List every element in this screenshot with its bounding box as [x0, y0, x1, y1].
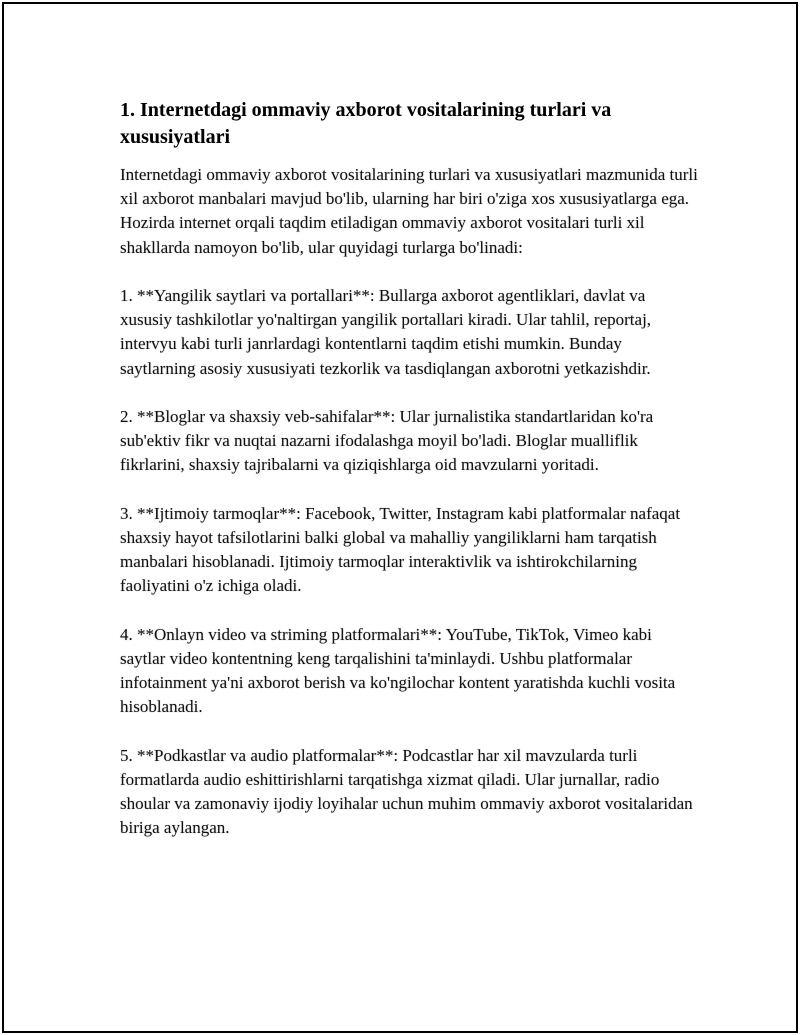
intro-paragraph: Internetdagi ommaviy axborot vositalarining turlari va xususiyatlari mazmunida turli xil axborot manbalari mavjud bo'lib, ularning har biri o'ziga xos xususiyatlarga ega. Hozirda internet orqali taqdim etiladigan ommaviy axborot vositalari turli xil shakllarda namoyon bo'lib, ular quyidagi turlarga bo'linadi:: [120, 165, 698, 257]
document-content: [120, 97, 700, 865]
document-page: [2, 2, 798, 1033]
section-heading: 1. Internetdagi ommaviy axborot vositalarining turlari va xususiyatlari: [120, 99, 612, 148]
item-video-platforms-paragraph: 4. **Onlayn video va striming platformalari**: YouTube, TikTok, Vimeo kabi saytlar video kontentning keng tarqalishini ta'minlaydi. Ushbu platformalar infotainment ya'ni axborot berish va ko'ngilochar kontent yaratishda kuchli vosita hisoblanadi.: [120, 624, 676, 717]
item-blogs-paragraph: 2. **Bloglar va shaxsiy veb-sahifalar**: Ular jurnalistika standartlaridan ko'ra sub'ektiv fikr va nuqtai nazarni ifodalashga moyil bo'ladi. Bloglar mualliflik fikrlarini, shaxsiy tajribalarni va qiziqishlarga oid mavzularni yoritadi.: [120, 407, 654, 475]
item-podcasts-paragraph: 5. **Podkastlar va audio platformalar**: Podcastlar har xil mavzularda turli formatlarda audio eshittirishlarni tarqatishga xizmat qiladi. Ular jurnallar, radio shoular va zamonaviy ijodiy loyihalar uchun muhim ommaviy axborot vositalaridan biriga aylangan.: [120, 745, 693, 838]
item-news-sites-paragraph: 1. **Yangilik saytlari va portallari**: Bullarga axborot agentliklari, davlat va xususiy tashkilotlar yo'naltirgan yangilik portallari kiradi. Ular tahlil, reportaj, intervyu kabi turli janrlardagi kontentlarni taqdim etishi mumkin. Bunday saytlarning asosiy xususiyati tezkorlik va tasdiqlangan axborotni yetkazishdir.: [120, 286, 652, 378]
item-social-networks-paragraph: 3. **Ijtimoiy tarmoqlar**: Facebook, Twitter, Instagram kabi platformalar nafaqat shaxsiy hayot tafsilotlarini balki global va mahalliy yangiliklarni ham tarqatish manbalari hisoblanadi. Ijtimoiy tarmoqlar interaktivlik va ishtirokchilarning faoliyatini o'z ichiga oladi.: [120, 503, 681, 596]
